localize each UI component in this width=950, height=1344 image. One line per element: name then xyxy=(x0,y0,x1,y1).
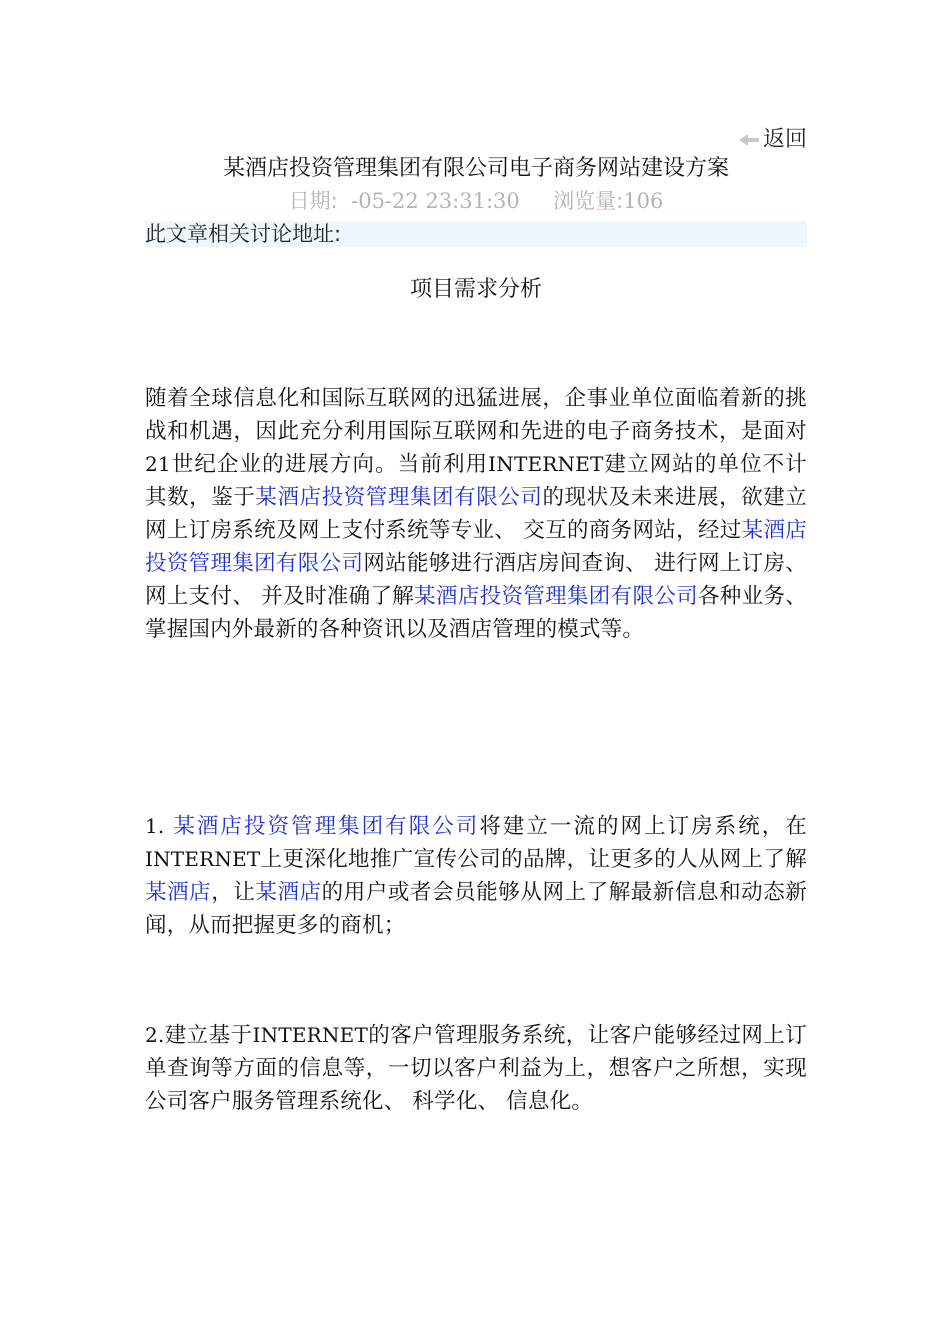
text-run: 随着全球信息化和国际互联网的迅猛进展，企事业单位面临着新的挑战和机遇，因此充分利用国际互联网和先进的电子商务技术，是面对 xyxy=(145,386,807,444)
text-run: ，让 xyxy=(211,880,256,905)
text-run: INTERNET xyxy=(252,1023,368,1047)
article-meta xyxy=(145,186,807,216)
discussion-label: 此文章相关讨论地址: xyxy=(145,222,342,246)
discussion-bar xyxy=(145,221,807,247)
paragraph-item-2 xyxy=(145,1019,807,1118)
date-label: 日期: xyxy=(288,189,338,213)
company-link[interactable]: 某酒店投资管理集团有限公司 xyxy=(255,485,543,510)
views-label: 浏览量: xyxy=(553,189,624,213)
text-run: 21 xyxy=(145,452,171,476)
company-link[interactable]: 某酒店投资管理集团有限公司 xyxy=(414,584,698,609)
text-run: 上更深化地推广宣传公司的品牌，让更多的人从网上了解 xyxy=(260,847,807,872)
paragraph-intro xyxy=(145,382,807,646)
article-title: 某酒店投资管理集团有限公司电子商务网站建设方案 xyxy=(222,156,729,181)
text-run: 建立基于 xyxy=(164,1023,253,1048)
hotel-link[interactable]: 某酒店 xyxy=(255,880,322,905)
text-run: 网站能够进行酒店房间查询、 进行网上订房、 网上支付、 并及时准确了解 xyxy=(145,551,807,609)
text-run: INTERNET xyxy=(488,452,604,476)
text-run: 各种业务、 掌握国内外最新的各种资讯以及酒店管理的模式等。 xyxy=(145,584,807,642)
text-run: 世纪企业的进展方向。当前利用 xyxy=(170,452,489,477)
section-title: 项目需求分析 xyxy=(409,277,542,302)
company-link[interactable]: 某酒店投资管理集团有限公司 xyxy=(145,518,808,576)
text-run: INTERNET xyxy=(145,847,261,871)
list-number: 1. xyxy=(145,814,165,838)
arrow-left-icon xyxy=(737,129,761,145)
text-run: 建立网站的单位不计其数，鉴于 xyxy=(145,452,807,510)
paragraph-item-1 xyxy=(145,810,807,942)
text-run: 的现状及未来进展，欲建立网上订房系统及网上支付系统等专业、 交互的商务网站，经过 xyxy=(145,485,807,543)
list-number: 2. xyxy=(145,1023,165,1047)
text-run: 将建立一流的网上订房系统，在 xyxy=(479,814,807,839)
back-link[interactable] xyxy=(737,122,807,152)
company-link[interactable]: 某酒店投资管理集团有限公司 xyxy=(173,814,480,839)
back-label[interactable]: 返回 xyxy=(762,126,807,152)
text-run: 的客户管理服务系统，让客户能够经过网上订单查询等方面的信息等，一切以客户利益为上，想客户之所想，实现公司客户服务管理系统化、 科学化、 信息化。 xyxy=(145,1023,807,1114)
text-run: 的用户或者会员能够从网上了解最新信息和动态新闻，从而把握更多的商机； xyxy=(145,880,808,938)
hotel-link[interactable]: 某酒店 xyxy=(145,880,212,905)
views-value: 106 xyxy=(623,189,664,213)
date-value: -05-22 23:31:30 xyxy=(351,189,520,213)
